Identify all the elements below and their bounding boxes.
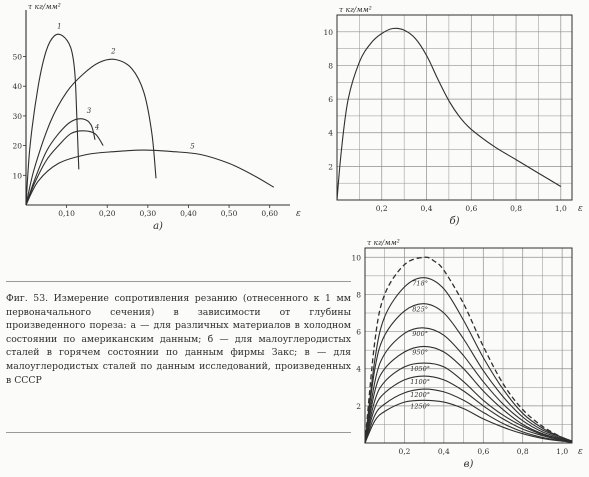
x-tick-label-a-3: 0,40 xyxy=(180,209,197,218)
x-tick-label-b-1: 0,4 xyxy=(420,204,433,213)
y-tick-label-b-3: 8 xyxy=(328,61,333,71)
y-tick-label-b-0: 2 xyxy=(328,162,333,172)
y-tick-label-v-0: 2 xyxy=(356,401,361,411)
y-axis-label-a: τ кг/мм² xyxy=(28,2,61,11)
y-tick-label-a-1: 20 xyxy=(12,141,22,151)
x-tick-label-b-0: 0,2 xyxy=(375,204,388,213)
x-tick-label-a-1: 0,20 xyxy=(98,209,116,218)
caption-top-rule xyxy=(6,281,351,282)
x-tick-label-v-2: 0,6 xyxy=(477,447,490,456)
series-line-a-3 xyxy=(26,131,103,205)
y-tick-label-a-4: 50 xyxy=(12,52,22,62)
x-tick-label-b-2: 0,6 xyxy=(465,204,478,213)
series-label-a-1: 2 xyxy=(111,47,116,56)
x-tick-label-b-4: 1,0 xyxy=(554,204,567,213)
y-tick-label-b-4: 10 xyxy=(323,27,333,37)
x-axis-label-b: ε xyxy=(578,204,583,214)
chart-b xyxy=(323,5,583,227)
series-label-v-5: 1050° xyxy=(410,365,431,374)
series-line-v-1 xyxy=(365,278,572,443)
y-tick-label-b-2: 6 xyxy=(328,95,333,105)
series-label-a-3: 4 xyxy=(94,123,100,132)
panel-label-b: б) xyxy=(449,216,460,227)
series-line-a-0 xyxy=(26,34,79,205)
y-tick-label-v-2: 6 xyxy=(356,327,361,337)
panel-label-v: в) xyxy=(463,459,474,470)
series-label-v-3: 900° xyxy=(412,329,428,338)
x-tick-label-v-4: 1,0 xyxy=(556,447,569,456)
x-tick-label-a-2: 0,30 xyxy=(139,209,157,218)
x-tick-label-a-0: 0,10 xyxy=(58,209,75,218)
y-tick-label-v-1: 4 xyxy=(356,364,361,374)
x-tick-label-b-3: 0,8 xyxy=(510,204,523,213)
x-tick-label-v-3: 0,8 xyxy=(516,447,529,456)
y-axis-label-v: τ кг/мм² xyxy=(367,238,400,247)
y-tick-label-a-3: 40 xyxy=(12,82,22,92)
series-label-a-0: 1 xyxy=(57,22,62,31)
series-line-a-4 xyxy=(26,150,274,205)
x-axis-label-a: ε xyxy=(296,209,301,219)
y-tick-label-v-3: 8 xyxy=(356,290,361,300)
series-label-v-7: 1200° xyxy=(410,391,431,400)
x-tick-label-v-1: 0,4 xyxy=(437,447,450,456)
panel-label-a: а) xyxy=(153,221,163,232)
y-tick-label-a-2: 30 xyxy=(12,111,22,121)
x-tick-label-a-4: 0,50 xyxy=(220,209,238,218)
y-tick-label-v-4: 10 xyxy=(351,253,361,263)
x-tick-label-a-5: 0,60 xyxy=(261,209,279,218)
series-label-a-4: 5 xyxy=(190,142,195,151)
x-tick-label-v-0: 0,2 xyxy=(398,447,411,456)
series-label-v-6: 1100° xyxy=(410,378,431,387)
series-label-v-8: 1250° xyxy=(410,402,431,411)
y-tick-label-a-0: 10 xyxy=(12,171,22,181)
plot-frame-v xyxy=(365,248,572,443)
series-label-v-1: 718° xyxy=(412,279,428,288)
y-tick-label-b-1: 4 xyxy=(328,128,333,138)
series-label-v-4: 950° xyxy=(412,348,428,357)
caption-bottom-rule xyxy=(6,432,351,433)
x-axis-label-v: ε xyxy=(578,447,583,457)
y-axis-label-b: τ кг/мм² xyxy=(339,5,372,14)
chart-v xyxy=(351,238,583,470)
chart-a xyxy=(12,2,301,232)
figure-caption: Фиг. 53. Измерение сопротивления резанию (отнесенного к 1 мм первоначального сечения) в зависимости от глубины произведенного пореза: а — для различных материалов в холодном состоянии по американским данным; б — для малоуглеродистых сталей в горячем состоянии по данным фирмы Закс; в — для малоуглеродистых сталей по данным исследований, произведенных в СССР xyxy=(6,293,351,386)
series-label-v-2: 825° xyxy=(412,305,428,314)
series-label-a-2: 3 xyxy=(86,106,92,115)
